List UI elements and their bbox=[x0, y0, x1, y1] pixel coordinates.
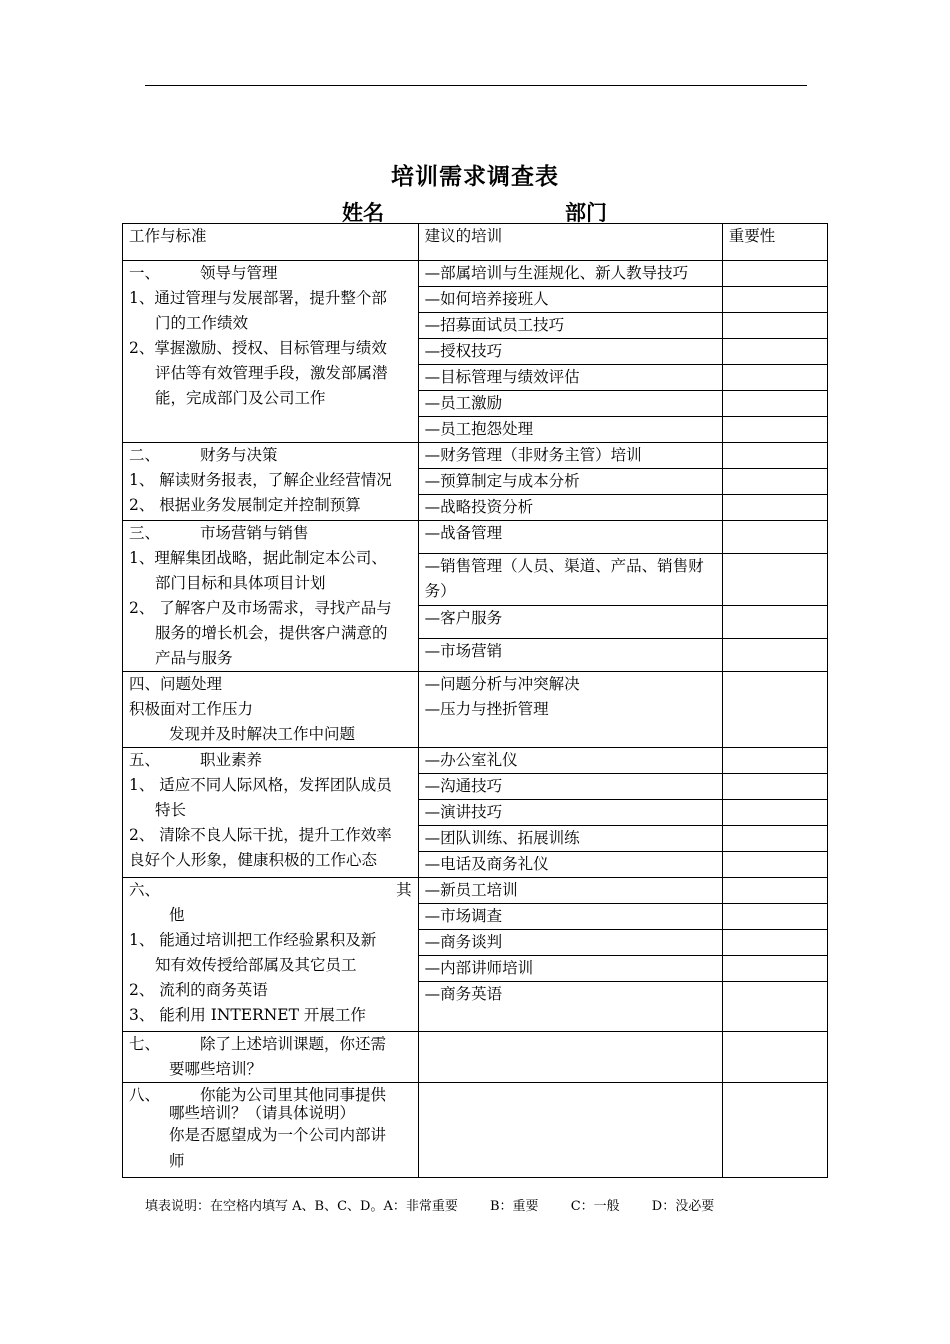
top-rule bbox=[145, 85, 807, 86]
table-row bbox=[123, 521, 828, 554]
importance-cell[interactable] bbox=[722, 956, 827, 982]
section-2-description bbox=[123, 443, 419, 521]
criteria-line: 能，完成部门及公司工作 bbox=[155, 389, 326, 407]
criteria-line: 2、 清除不良人际干扰，提升工作效率 bbox=[129, 826, 392, 844]
criteria-line: 发现并及时解决工作中问题 bbox=[169, 725, 356, 743]
criteria-line: 良好个人形象，健康积极的工作心态 bbox=[129, 851, 378, 869]
training-item: —电话及商务礼仪 bbox=[418, 852, 722, 878]
criteria-line: 服务的增长机会，提供客户满意的 bbox=[155, 624, 388, 642]
importance-cell[interactable] bbox=[722, 1083, 827, 1178]
training-item: —压力与挫折管理 bbox=[424, 700, 549, 718]
section-number: 八、 bbox=[129, 1086, 161, 1104]
importance-cell[interactable] bbox=[722, 826, 827, 852]
section-number: 六、 bbox=[129, 881, 161, 899]
training-item: —商务谈判 bbox=[418, 930, 722, 956]
training-item: —部属培训与生涯规化、新人教导技巧 bbox=[418, 261, 722, 287]
importance-cell[interactable] bbox=[722, 391, 827, 417]
training-item: —财务管理（非财务主管）培训 bbox=[418, 443, 722, 469]
section-heading: 其 bbox=[396, 881, 412, 899]
footnote bbox=[145, 1195, 742, 1214]
criteria-line: 1、 解读财务报表，了解企业经营情况 bbox=[129, 471, 392, 489]
footnote-option-d: D：没必要 bbox=[651, 1199, 715, 1214]
training-item: —员工抱怨处理 bbox=[418, 417, 722, 443]
header-training: 建议的培训 bbox=[418, 224, 722, 261]
training-item: —战略投资分析 bbox=[418, 495, 722, 521]
criteria-line: 知有效传授给部属及其它员工 bbox=[155, 956, 357, 974]
footnote-intro: 填表说明：在空格内填写 A、B、C、D。A：非常重要 bbox=[145, 1199, 458, 1214]
criteria-line: 1、 能通过培训把工作经验累积及新 bbox=[129, 931, 377, 949]
criteria-line: 2、 根据业务发展制定并控制预算 bbox=[129, 496, 361, 514]
criteria-line: 要哪些培训？ bbox=[169, 1060, 263, 1078]
training-item: —销售管理（人员、渠道、产品、销售财务） bbox=[418, 553, 722, 605]
section-3-description bbox=[123, 521, 419, 672]
training-item: —市场调查 bbox=[418, 904, 722, 930]
criteria-line: 哪些培训？（请具体说明） bbox=[169, 1105, 356, 1121]
section-number: 三、 bbox=[129, 524, 161, 542]
table-row bbox=[123, 261, 828, 287]
importance-cell[interactable] bbox=[722, 606, 827, 639]
importance-cell[interactable] bbox=[722, 852, 827, 878]
section-heading: 除了上述培训课题，你还需 bbox=[200, 1035, 387, 1053]
importance-cell[interactable] bbox=[722, 521, 827, 554]
training-answer-cell[interactable] bbox=[418, 1083, 722, 1178]
training-item: —内部讲师培训 bbox=[418, 956, 722, 982]
criteria-line: 特长 bbox=[155, 801, 187, 819]
importance-cell[interactable] bbox=[722, 904, 827, 930]
criteria-line: 积极面对工作压力 bbox=[129, 700, 254, 718]
importance-cell[interactable] bbox=[722, 443, 827, 469]
criteria-line: 评估等有效管理手段，激发部属潜 bbox=[155, 364, 388, 382]
form-title: 培训需求调查表 bbox=[391, 163, 559, 190]
section-4-description bbox=[123, 672, 419, 748]
table-row bbox=[123, 1032, 828, 1083]
training-item: —商务英语 bbox=[418, 982, 722, 1032]
training-item: —招募面试员工技巧 bbox=[418, 313, 722, 339]
training-item: —团队训练、拓展训练 bbox=[418, 826, 722, 852]
criteria-line: 你是否愿望成为一个公司内部讲 bbox=[169, 1126, 387, 1144]
importance-cell[interactable] bbox=[722, 495, 827, 521]
training-list bbox=[418, 672, 722, 748]
importance-cell[interactable] bbox=[722, 553, 827, 605]
criteria-line: 2、 了解客户及市场需求，寻找产品与 bbox=[129, 599, 392, 617]
section-heading: 你能为公司里其他同事提供 bbox=[200, 1086, 387, 1104]
training-item: —目标管理与绩效评估 bbox=[418, 365, 722, 391]
training-item: —问题分析与冲突解决 bbox=[424, 675, 580, 693]
training-item: —办公室礼仪 bbox=[418, 748, 722, 774]
table-row bbox=[123, 443, 828, 469]
section-number: 一、 bbox=[129, 264, 161, 282]
importance-cell[interactable] bbox=[722, 774, 827, 800]
training-item: —沟通技巧 bbox=[418, 774, 722, 800]
section-heading: 市场营销与销售 bbox=[200, 524, 309, 542]
footnote-option-b: B：重要 bbox=[489, 1199, 539, 1214]
training-item: —预算制定与成本分析 bbox=[418, 469, 722, 495]
importance-cell[interactable] bbox=[722, 672, 827, 748]
training-item: —战备管理 bbox=[418, 521, 722, 554]
importance-cell[interactable] bbox=[722, 800, 827, 826]
section-heading: 财务与决策 bbox=[200, 446, 278, 464]
table-row bbox=[123, 672, 828, 748]
training-item: —新员工培训 bbox=[418, 878, 722, 904]
table-row bbox=[123, 1083, 828, 1178]
section-6-description bbox=[123, 878, 419, 1032]
criteria-line: 产品与服务 bbox=[155, 649, 233, 667]
section-heading: 他 bbox=[169, 906, 185, 924]
footnote-option-c: C：一般 bbox=[570, 1199, 620, 1214]
section-5-description bbox=[123, 748, 419, 878]
dept-label: 部门 bbox=[565, 200, 607, 225]
importance-cell[interactable] bbox=[722, 339, 827, 365]
name-label: 姓名 bbox=[342, 200, 384, 225]
importance-cell[interactable] bbox=[722, 287, 827, 313]
section-8-description bbox=[123, 1083, 419, 1178]
importance-cell[interactable] bbox=[722, 639, 827, 672]
section-heading: 领导与管理 bbox=[200, 264, 278, 282]
section-1-description bbox=[123, 261, 419, 443]
table-row bbox=[123, 878, 828, 904]
importance-cell[interactable] bbox=[722, 982, 827, 1032]
criteria-line: 部门目标和具体项目计划 bbox=[155, 574, 326, 592]
importance-cell[interactable] bbox=[722, 469, 827, 495]
section-number: 五、 bbox=[129, 751, 161, 769]
criteria-line: 3、 能利用 INTERNET 开展工作 bbox=[129, 1006, 366, 1024]
section-number: 七、 bbox=[129, 1035, 161, 1053]
importance-cell[interactable] bbox=[722, 365, 827, 391]
training-item: —客户服务 bbox=[418, 606, 722, 639]
training-item: —市场营销 bbox=[418, 639, 722, 672]
header-row bbox=[123, 224, 828, 261]
section-number: 二、 bbox=[129, 446, 161, 464]
importance-cell[interactable] bbox=[722, 1032, 827, 1083]
section-7-description bbox=[123, 1032, 419, 1083]
survey-table bbox=[122, 223, 828, 1178]
criteria-line: 1、 适应不同人际风格，发挥团队成员 bbox=[129, 776, 392, 794]
criteria-line: 2、掌握激励、授权、目标管理与绩效 bbox=[129, 339, 387, 357]
header-work: 工作与标准 bbox=[123, 224, 419, 261]
importance-cell[interactable] bbox=[722, 261, 827, 287]
header-importance: 重要性 bbox=[722, 224, 827, 261]
importance-cell[interactable] bbox=[722, 878, 827, 904]
training-item: —演讲技巧 bbox=[418, 800, 722, 826]
criteria-line: 1、理解集团战略，据此制定本公司、 bbox=[129, 549, 387, 567]
importance-cell[interactable] bbox=[722, 417, 827, 443]
section-heading: 职业素养 bbox=[200, 751, 263, 769]
training-answer-cell[interactable] bbox=[418, 1032, 722, 1083]
training-item: —员工激励 bbox=[418, 391, 722, 417]
criteria-line: 2、 流利的商务英语 bbox=[129, 981, 268, 999]
importance-cell[interactable] bbox=[722, 930, 827, 956]
training-item: —如何培养接班人 bbox=[418, 287, 722, 313]
importance-cell[interactable] bbox=[722, 313, 827, 339]
training-item: —授权技巧 bbox=[418, 339, 722, 365]
importance-cell[interactable] bbox=[722, 748, 827, 774]
section-heading: 四、问题处理 bbox=[129, 675, 223, 693]
criteria-line: 师 bbox=[169, 1152, 185, 1170]
criteria-line: 1、通过管理与发展部署，提升整个部 bbox=[129, 289, 387, 307]
criteria-line: 门的工作绩效 bbox=[155, 314, 249, 332]
table-row bbox=[123, 748, 828, 774]
